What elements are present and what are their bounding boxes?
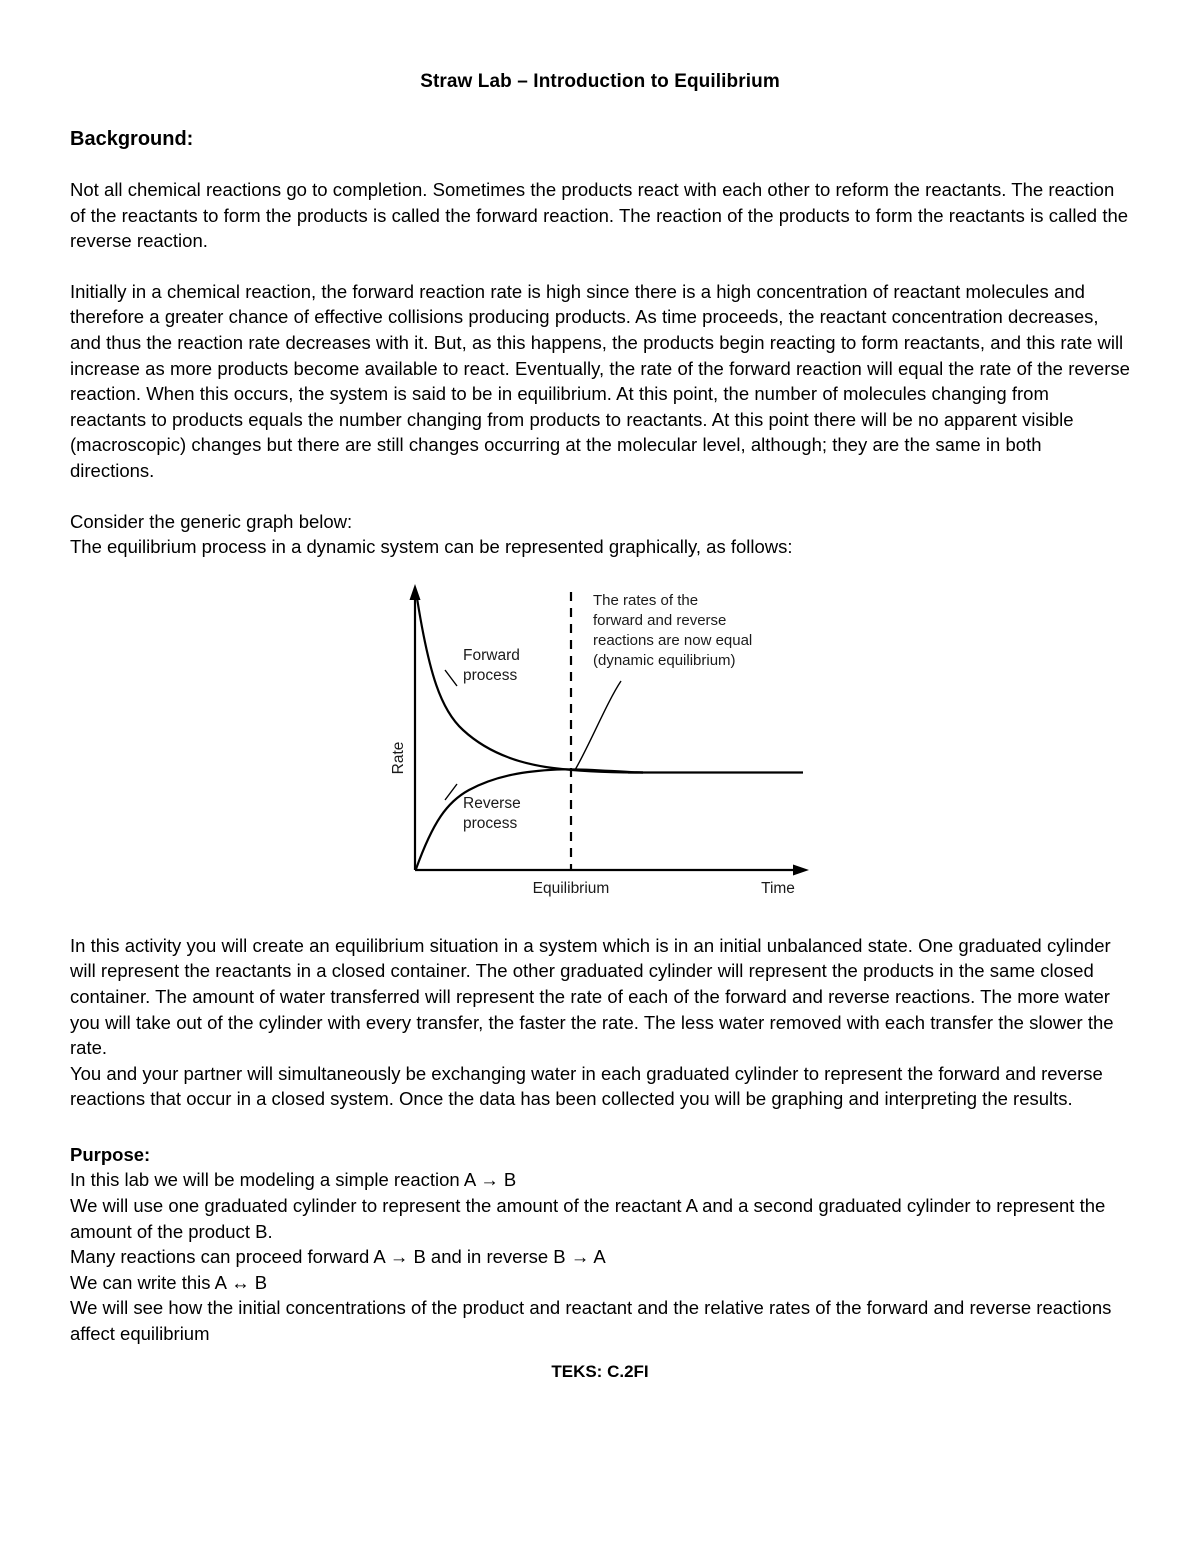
purpose-line-4: We can write this A ↔ B bbox=[70, 1271, 268, 1293]
reverse-process-curve bbox=[416, 769, 643, 869]
purpose-line-3: Many reactions can proceed forward A → B and in reverse B → A bbox=[70, 1246, 606, 1268]
forward-process-label: Forward bbox=[463, 646, 520, 664]
forward-process-label-line2: process bbox=[463, 666, 518, 684]
equilibrium-callout-line-4: (dynamic equilibrium) bbox=[593, 651, 736, 669]
equilibrium-callout-line-3: reactions are now equal bbox=[593, 631, 753, 649]
equilibrium-callout-leader bbox=[575, 681, 621, 770]
background-paragraph-1: Not all chemical reactions go to completion. Sometimes the products react with each other to reform the reactants. The reaction of the reactants to form the products is called the forward reaction. The reaction of the products to form the reactants is called the reverse reaction. bbox=[70, 179, 1129, 252]
purpose-line-5: We will see how the initial concentrations of the product and reactant and the relative rates of the forward and reverse reactions affect equilibrium bbox=[70, 1297, 1112, 1345]
activity-paragraph-1: In this activity you will create an equilibrium situation in a system which is in an initial unbalanced state. One graduated cylinder will represent the reactants in a closed container. The other graduated cylinder will represent the products in the same closed container. The amount of water transferred will represent the rate of each of the forward and reverse reactions. The more water you will take out of the cylinder with every transfer, the faster the rate. The less water removed with each transfer the slower the rate. bbox=[70, 934, 1114, 1059]
equilibrium-axis-label: Equilibrium bbox=[532, 879, 610, 897]
purpose-line-2: We will use one graduated cylinder to represent the amount of the reactant A and a second graduated cylinder to represent the amount of the product B. bbox=[70, 1195, 1106, 1242]
graph-intro-line-2: The equilibrium process in a dynamic system can be represented graphically, as follows: bbox=[70, 536, 793, 558]
y-axis bbox=[410, 584, 421, 870]
equilibrium-figure-wrapper bbox=[70, 560, 1130, 908]
reverse-label-leader bbox=[445, 784, 457, 800]
page-title: Straw Lab – Introduction to Equilibrium bbox=[420, 71, 780, 92]
activity-paragraph-2: You and your partner will simultaneously be exchanging water in each graduated cylinder to represent the forward and reverse reactions that occur in a closed system. Once the data has been collected you will be graphing and interpreting the results. bbox=[70, 1062, 1103, 1110]
equilibrium-graph bbox=[385, 578, 855, 898]
y-axis-label: Rate bbox=[390, 741, 407, 775]
equilibrium-callout-line-2: forward and reverse bbox=[593, 611, 727, 629]
purpose-heading: Purpose: bbox=[70, 1143, 151, 1165]
teks-footer: TEKS: C.2FI bbox=[551, 1361, 649, 1381]
x-axis bbox=[415, 864, 809, 875]
reverse-process-label-line2: process bbox=[463, 814, 518, 832]
reverse-process-label: Reverse bbox=[463, 794, 521, 812]
background-heading: Background: bbox=[70, 128, 194, 150]
background-paragraph-2: Initially in a chemical reaction, the forward reaction rate is high since there is a high concentration of reactant molecules and therefore a greater chance of effective collisions producing products. As time proceeds, the reactant concentration decreases, and thus the reaction rate decreases with it. But, as this happens, the products begin reacting to form reactants, and this rate will increase as more products become available to react. Eventually, the rate of the forward reaction will equal the rate of the reverse reaction. When this occurs, the system is said to be in equilibrium. At this point, the number of molecules changing from reactants to products equals the number changing from products to reactants. At this point there will be no apparent visible (macroscopic) changes but there are still changes occurring at the molecular level, although; they are the same in both directions. bbox=[70, 280, 1130, 481]
forward-label-leader bbox=[445, 670, 457, 686]
x-axis-label: Time bbox=[761, 879, 795, 897]
equilibrium-callout-line-1: The rates of the bbox=[593, 591, 699, 609]
purpose-line-1: In this lab we will be modeling a simple reaction A → B bbox=[70, 1169, 517, 1191]
document-body bbox=[70, 0, 1130, 1383]
graph-intro-line-1: Consider the generic graph below: bbox=[70, 510, 353, 532]
